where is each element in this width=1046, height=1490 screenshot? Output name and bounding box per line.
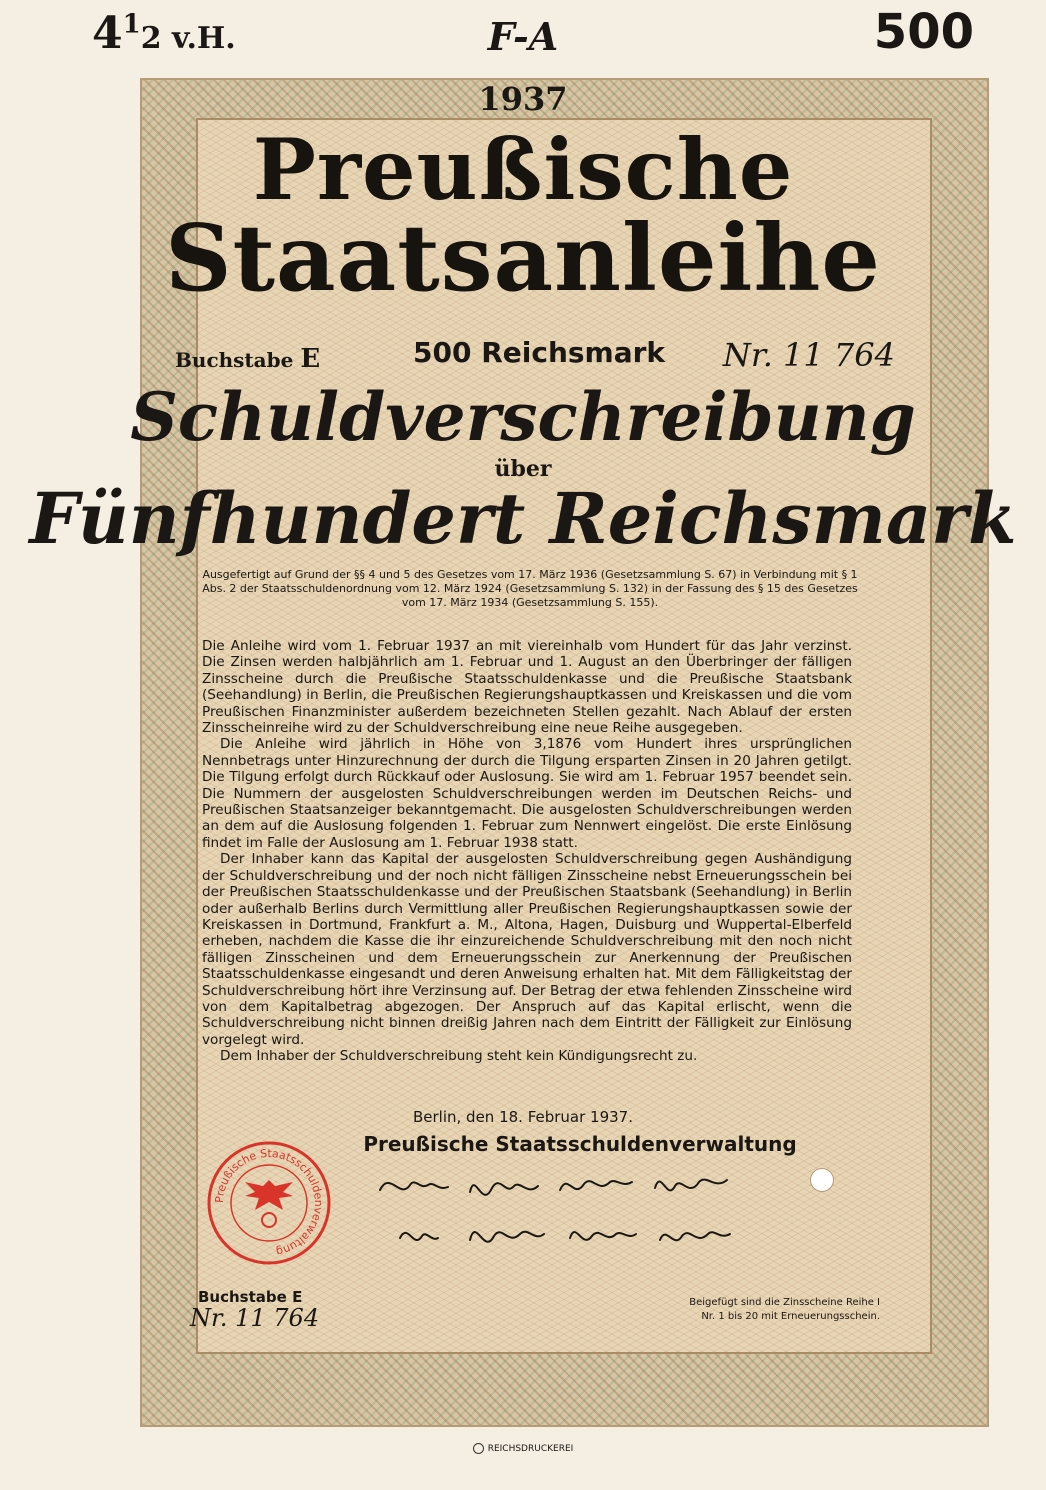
terms-paragraph: Die Anleihe wird vom 1. Februar 1937 an mit viereinhalb vom Hundert für das Jahr verzinst. Die Zinsen werden halbjährlich am 1. Februar und 1. August an den Überbringer der fälligen Zinsscheine durch die Preußische Staatsschuldenkasse und die Preußische Staatsbank (Seehandlung) in Berlin, die Preußischen Regierungshauptkassen und Kreiskassen und die vom Preußischen Finanzminister außerdem bezeichneten Stellen gezahlt. Nach Ablauf der ersten Zinsscheinreihe wird zu der Schuldverschreibung eine neue Reihe ausgegeben. xyxy=(202,638,852,737)
coupons-note-line-2: Nr. 1 bis 20 mit Erneuerungsschein. xyxy=(701,1311,880,1322)
signatures-icon xyxy=(370,1160,800,1270)
terms-paragraph: Dem Inhaber der Schuldverschreibung steht kein Kündigungsrecht zu. xyxy=(220,1048,698,1065)
printer-imprint xyxy=(0,1443,1046,1454)
title-line-2: Staatsanleihe xyxy=(165,204,881,312)
heading-amount-words: Fünfhundert Reichsmark xyxy=(29,477,1017,560)
punch-hole xyxy=(810,1168,834,1192)
footer-letter-label: Buchstabe xyxy=(198,1288,287,1306)
legal-basis-text: Ausgefertigt auf Grund der §§ 4 und 5 des Gesetzes vom 17. März 1936 (Gesetzsammlung S. 67) in Verbindung mit § 1 Abs. 2 der Staatsschuldenordnung vom 12. März 1924 (Gesetzsammlung S. 132) in der Fassung des § 15 des Gesetzes vom 17. März 1934 (Gesetzsammlung S. 155). xyxy=(202,568,858,609)
denomination-top: 500 xyxy=(873,4,974,60)
terms-paragraph: Der Inhaber kann das Kapital der ausgelosten Schuldverschreibung gegen Aushändigung der Schuldverschreibung und der noch nicht fälligen Zinsscheine nebst Erneuerungsschein bei der Preußischen Staatsschuldenkasse und der Preußischen Staatsbank (Seehandlung) in Berlin oder außerhalb Berlins durch Vermittlung aller Preußischen Regierungshauptkassen sowie der Kreiskassen in Dortmund, Frankfurt a. M., Altona, Hagen, Duisburg und Wuppertal-Elberfeld erheben, nachdem die Kasse die ihr einzureichende Schuldverschreibung mit den noch nicht fälligen Zinsscheinen und dem Erneuerungsschein zur Anerkennung der Preußischen Staatsschuldenkasse eingesandt und deren Anweisung erhalten hat. Mit dem Fälligkeitstag der Schuldverschreibung hört ihre Verzinsung auf. Der Betrag der etwa fehlenden Zinsscheine wird von dem Kapitalbetrag abgezogen. Der Anspruch auf das Kapital erlischt, wenn die Schuldverschreibung nicht binnen dreißig Jahren nach dem Eintritt der Fälligkeit zur Einlösung vorgelegt wird. xyxy=(202,851,852,1048)
interest-rate-den: 2 v.H. xyxy=(140,21,236,56)
printer-name: REICHSDRUCKEREI xyxy=(487,1444,574,1454)
footer-serial-label: Nr. xyxy=(190,1304,228,1332)
footer-serial-number xyxy=(190,1304,319,1332)
letter-field xyxy=(175,344,320,374)
terms-body xyxy=(202,638,852,1065)
coupons-note xyxy=(640,1296,880,1324)
series-code: F-A xyxy=(487,14,559,59)
serial-number-value: 11 764 xyxy=(783,336,895,374)
interest-rate-num: 1 xyxy=(122,9,141,40)
serial-number xyxy=(723,336,895,374)
seal-text: Preußische Staatsschuldenverwaltung xyxy=(212,1146,326,1259)
serial-number-label: Nr. xyxy=(722,336,773,374)
issue-year: 1937 xyxy=(478,80,568,118)
letter-label: Buchstabe xyxy=(175,348,294,372)
info-row xyxy=(175,336,895,376)
heading-schuldverschreibung: Schuldverschreibung xyxy=(130,378,916,456)
interest-rate-whole: 4 xyxy=(92,8,123,59)
coupons-note-line-1: Beigefügt sind die Zinsscheine Reihe I xyxy=(689,1297,880,1308)
terms-paragraph: Die Anleihe wird jährlich in Höhe von 3,1876 vom Hundert ihres ursprünglichen Nennbetrags unter Hinzurechnung der durch die Tilgung ersparten Zinsen in 20 Jahren getilgt. Die Tilgung erfolgt durch Rückkauf oder Auslosung. Sie wird am 1. Februar 1957 beendet sein. Die Nummern der ausgelosten Schuldverschreibungen werden im Deutschen Reichs- und Preußischen Staatsanzeiger bekanntgemacht. Die ausgelosten Schuldverschreibungen werden an dem auf die Auslosung folgenden 1. Februar zum Nennwert eingelöst. Die erste Einlösung findet im Falle der Auslosung am 1. Februar 1938 statt. xyxy=(202,736,852,851)
footer-letter-value: E xyxy=(292,1288,303,1306)
letter-value: E xyxy=(300,344,321,374)
footer-serial-value: 11 764 xyxy=(235,1304,320,1332)
title-line-1: Preußische xyxy=(252,120,794,219)
place-date: Berlin, den 18. Februar 1937. xyxy=(412,1108,633,1126)
issuing-authority: Preußische Staatsschuldenverwaltung xyxy=(363,1132,797,1156)
printer-mark-icon xyxy=(473,1443,484,1454)
heading-ueber: über xyxy=(494,456,552,482)
eagle-seal-icon xyxy=(206,1140,332,1266)
amount-label: 500 Reichsmark xyxy=(413,336,666,369)
